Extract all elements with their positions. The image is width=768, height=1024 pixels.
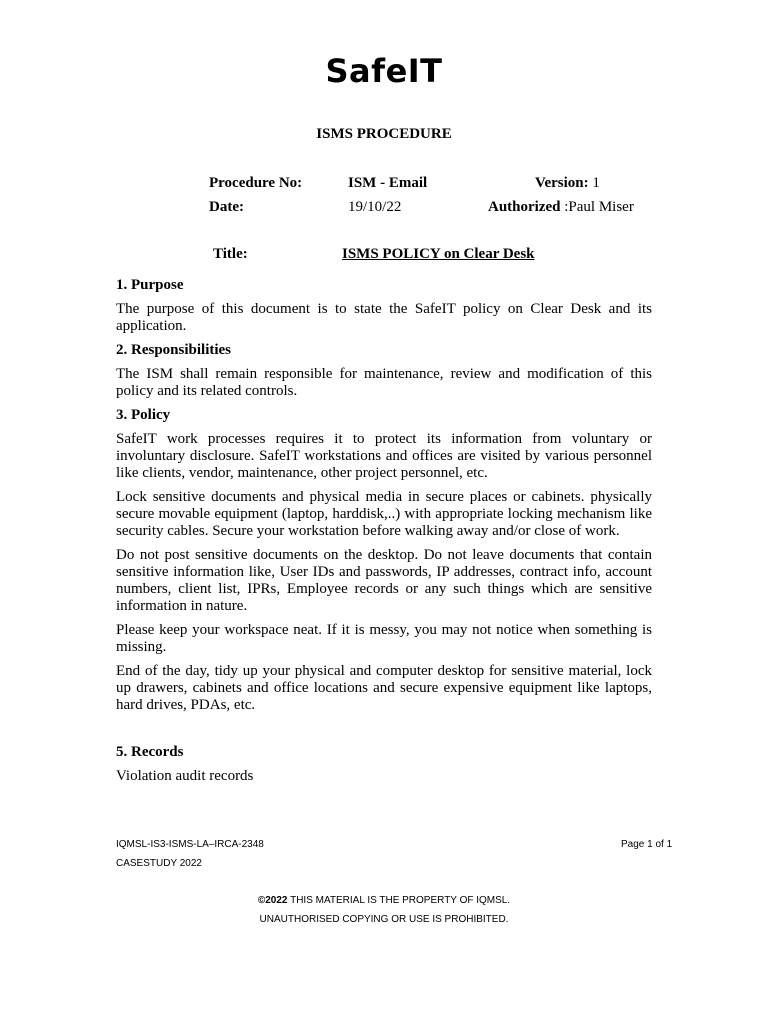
footer-casestudy: CASESTUDY 2022 xyxy=(116,858,202,869)
company-logo-text: SafeIT xyxy=(325,52,443,90)
title-label: Title: xyxy=(213,246,248,262)
purpose-paragraph: The purpose of this document is to state the SafeIT policy on Clear Desk and its application. xyxy=(116,301,652,334)
date-label: Date: xyxy=(209,199,244,215)
policy-paragraph: SafeIT work processes requires it to protect its information from voluntary or involuntary disclosure. SafeIT workstations and offices are visited by various personnel like clients, vendor, maintenance, other project personnel, etc. xyxy=(116,431,652,481)
authorized-label: Authorized xyxy=(488,199,561,215)
date-value: 19/10/22 xyxy=(348,199,402,215)
policy-paragraph: Lock sensitive documents and physical media in secure places or cabinets. physically secure movable equipment (laptop, harddisk,..) with appropriate locking mechanism like security cables. Secure your workstation before walking away and/or close of work. xyxy=(116,489,652,539)
footer-doc-code: IQMSL-IS3-ISMS-LA–IRCA-2348 xyxy=(116,839,264,850)
copy-warning: UNAUTHORISED COPYING OR USE IS PROHIBITED. xyxy=(259,914,509,925)
section-heading-purpose: 1. Purpose xyxy=(116,277,184,293)
section-heading-records: 5. Records xyxy=(116,744,184,760)
document-body xyxy=(116,277,652,792)
procedure-no-value: ISM - Email xyxy=(348,175,428,191)
authorized-field xyxy=(488,199,634,216)
version-value: 1 xyxy=(592,175,600,191)
version-label: Version: xyxy=(535,175,589,191)
authorized-value: :Paul Miser xyxy=(564,199,634,215)
section-heading-policy: 3. Policy xyxy=(116,407,171,423)
document-title: ISMS POLICY on Clear Desk xyxy=(342,246,535,262)
copyright-notice xyxy=(0,895,768,906)
footer-page-number: Page 1 of 1 xyxy=(621,839,673,850)
records-paragraph: Violation audit records xyxy=(116,768,254,784)
section-heading-responsibilities: 2. Responsibilities xyxy=(116,342,232,358)
policy-paragraph: Please keep your workspace neat. If it is messy, you may not notice when something is missing. xyxy=(116,622,652,655)
document-type-heading: ISMS PROCEDURE xyxy=(316,126,452,142)
version-field xyxy=(535,175,600,192)
policy-paragraph: End of the day, tidy up your physical and computer desktop for sensitive material, lock up drawers, cabinets and office locations and secure expensive equipment like laptops, hard drives, PDAs, etc. xyxy=(116,663,652,713)
procedure-no-label: Procedure No: xyxy=(209,175,303,191)
copyright-text: THIS MATERIAL IS THE PROPERTY OF IQMSL. xyxy=(287,895,511,906)
policy-paragraph: Do not post sensitive documents on the desktop. Do not leave documents that contain sensitive information like, User IDs and passwords, IP addresses, contract info, account numbers, client list, IPRs, Employee records or any such things which are sensitive information in nature. xyxy=(116,547,652,614)
copyright-year: ©2022 xyxy=(257,895,288,906)
responsibilities-paragraph: The ISM shall remain responsible for maintenance, review and modification of this policy and its related controls. xyxy=(116,366,652,399)
